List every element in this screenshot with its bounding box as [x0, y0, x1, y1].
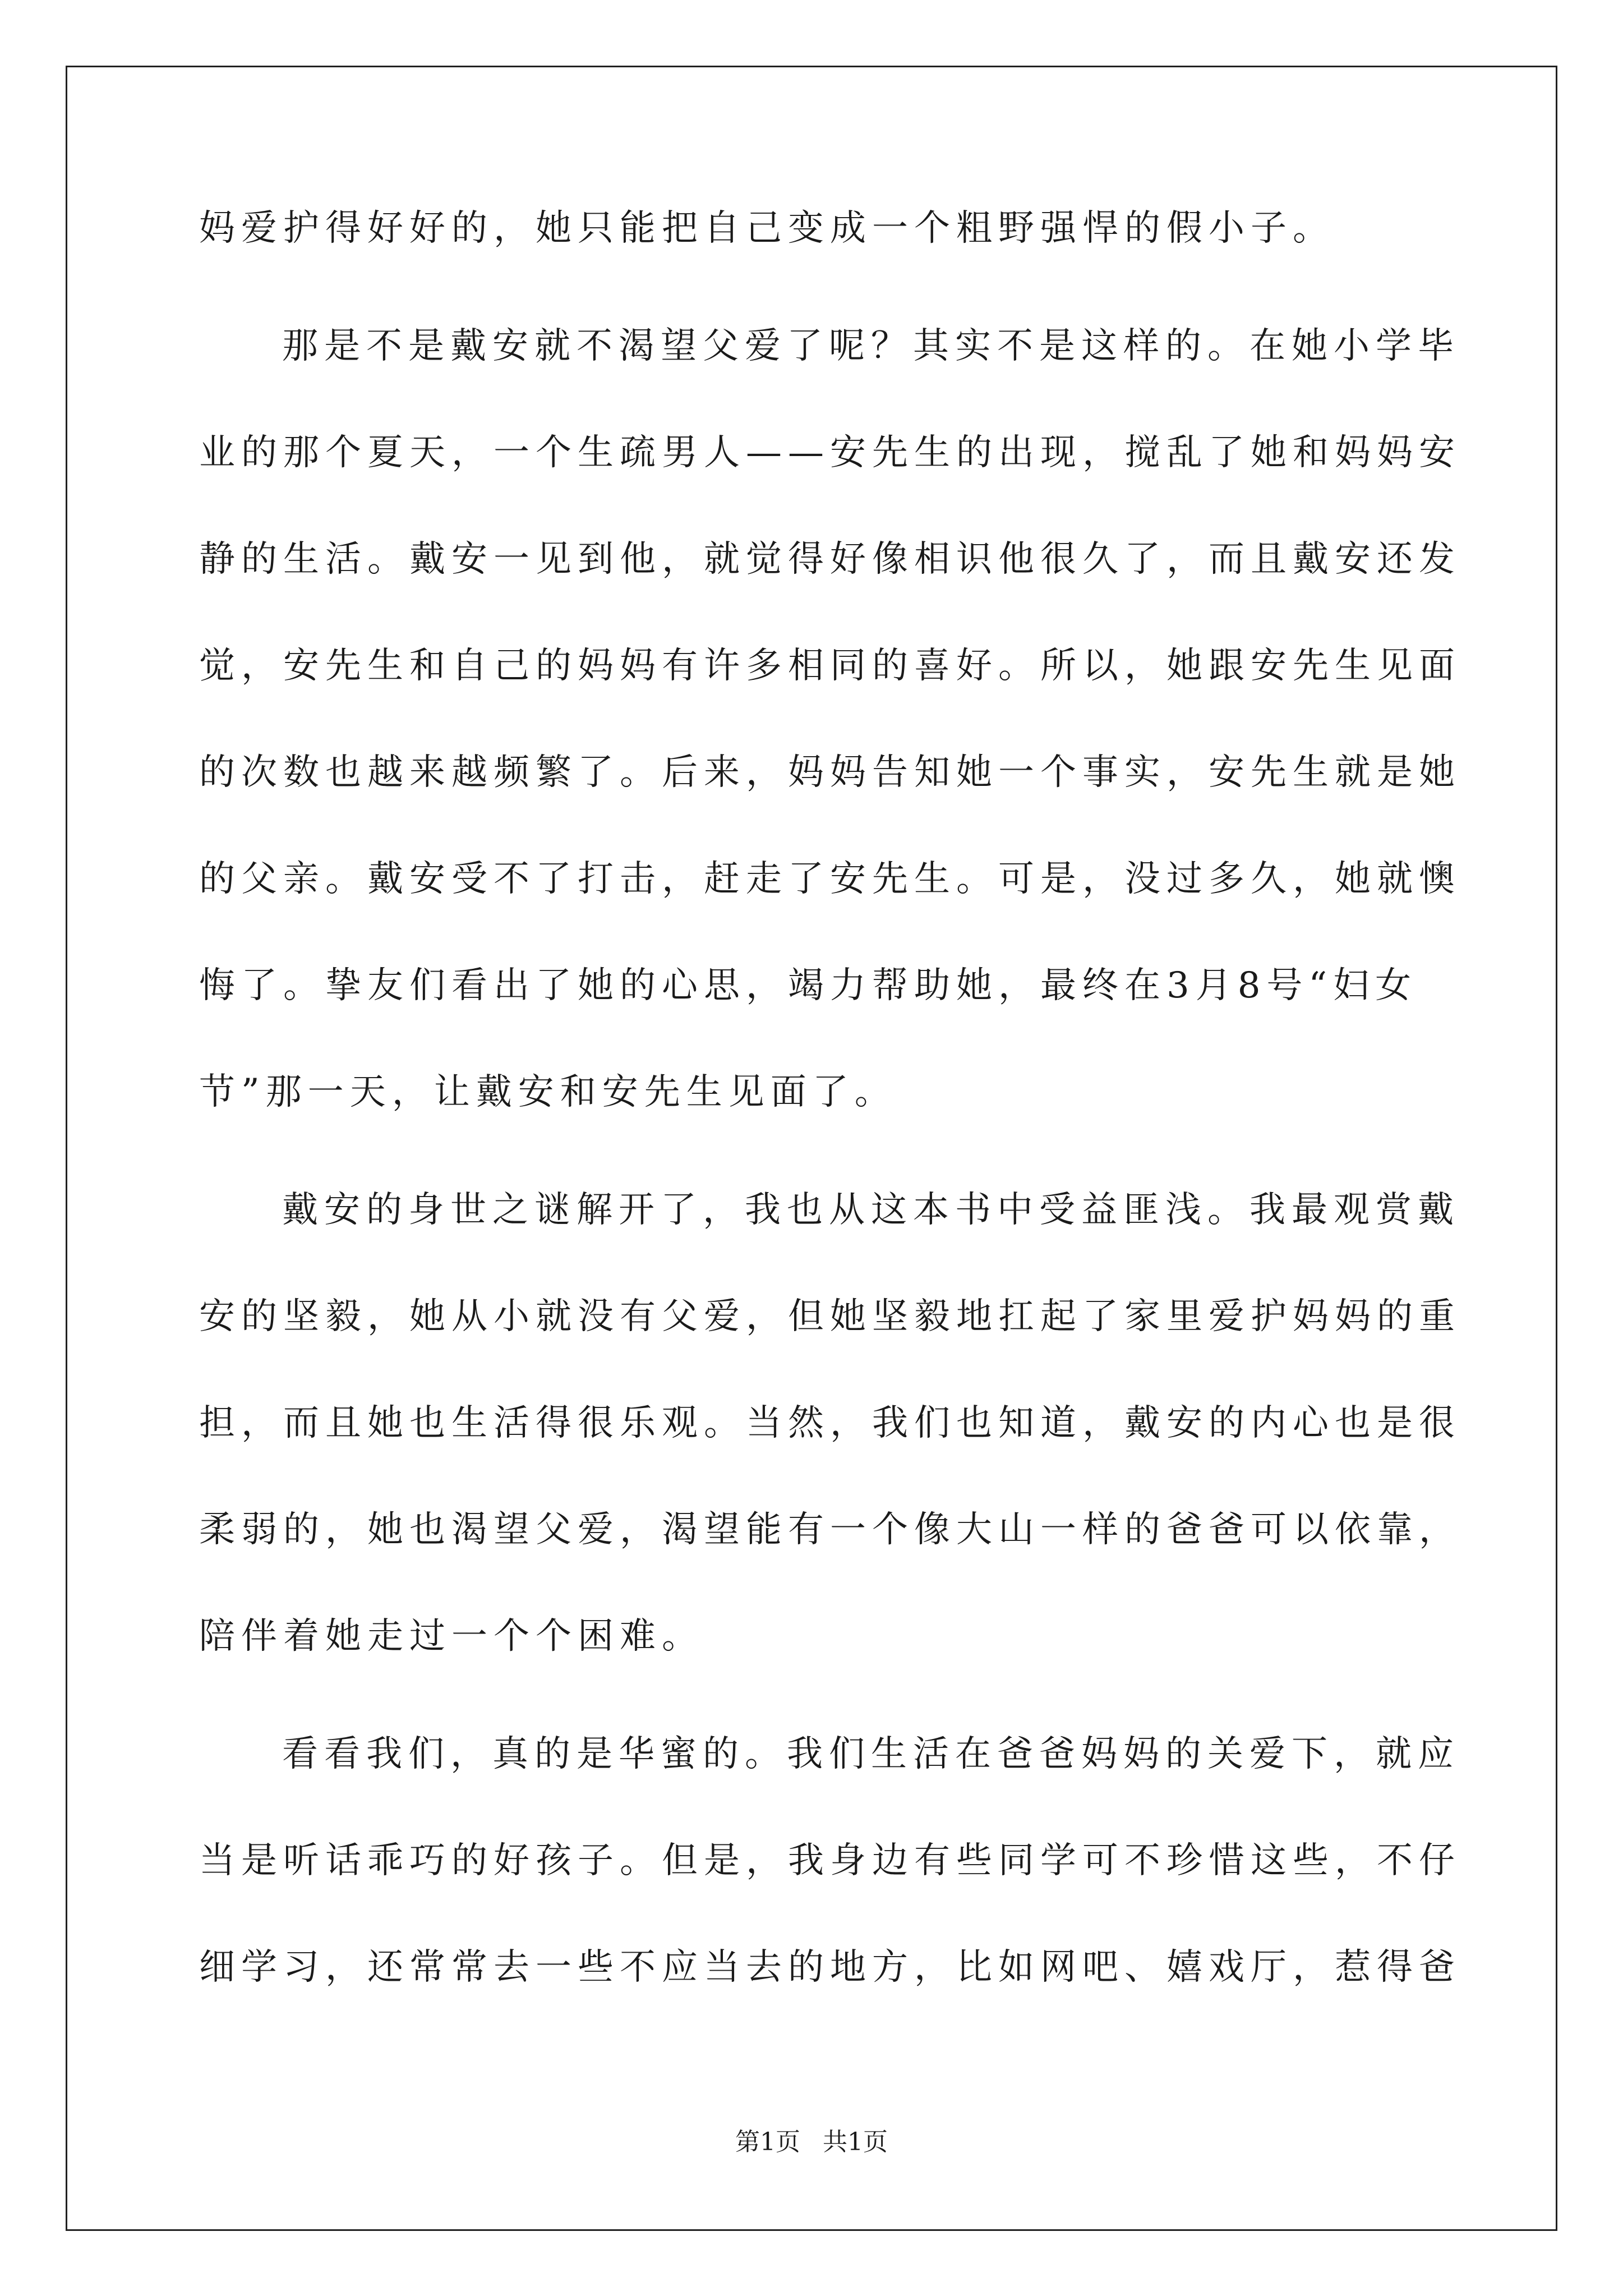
text-line: 静的生活。戴安一见到他，就觉得好像相识他很久了，而且戴安还发 — [199, 539, 1461, 580]
text-line: 觉，安先生和自己的妈妈有许多相同的喜好。所以，她跟安先生见面 — [199, 645, 1461, 687]
text-line: 悔了。挚友们看出了她的心思，竭力帮助她，最终在3月8号“妇女 — [199, 965, 1418, 1006]
page-footer — [0, 2128, 1623, 2156]
text-line: 业的那个夏天，一个生疏男人——安先生的出现，搅乱了她和妈妈安 — [199, 432, 1461, 473]
text-line: 节”那一天，让戴安和安先生见面了。 — [199, 1071, 897, 1113]
text-line: 那是不是戴安就不渴望父爱了呢？其实不是这样的。在她小学毕 — [282, 325, 1460, 367]
text-line: 看看我们，真的是华蜜的。我们生活在爸爸妈妈的关爱下，就应 — [282, 1733, 1460, 1775]
page-total: 共1页 — [823, 2128, 888, 2156]
text-line: 当是听话乖巧的好孩子。但是，我身边有些同学可不珍惜这些，不仔 — [199, 1840, 1461, 1881]
text-line: 陪伴着她走过一个个困难。 — [199, 1616, 704, 1657]
text-line: 戴安的身世之谜解开了，我也从这本书中受益匪浅。我最观赏戴 — [282, 1189, 1460, 1231]
text-line: 妈爱护得好好的，她只能把自己变成一个粗野强悍的假小子。 — [199, 208, 1335, 249]
text-line: 细学习，还常常去一些不应当去的地方，比如网吧、嬉戏厅，惹得爸 — [199, 1947, 1461, 1988]
text-line: 安的坚毅，她从小就没有父爱，但她坚毅地扛起了家里爱护妈妈的重 — [199, 1296, 1461, 1337]
text-line: 的次数也越来越频繁了。后来，妈妈告知她一个事实，安先生就是她 — [199, 752, 1461, 793]
page-number: 第1页 — [735, 2128, 800, 2156]
text-line: 柔弱的，她也渴望父爱，渴望能有一个像大山一样的爸爸可以依靠， — [199, 1509, 1461, 1550]
document-body — [199, 203, 1461, 2049]
text-line: 担，而且她也生活得很乐观。当然，我们也知道，戴安的内心也是很 — [199, 1402, 1461, 1444]
text-line: 的父亲。戴安受不了打击，赶走了安先生。可是，没过多久，她就懊 — [199, 858, 1461, 900]
